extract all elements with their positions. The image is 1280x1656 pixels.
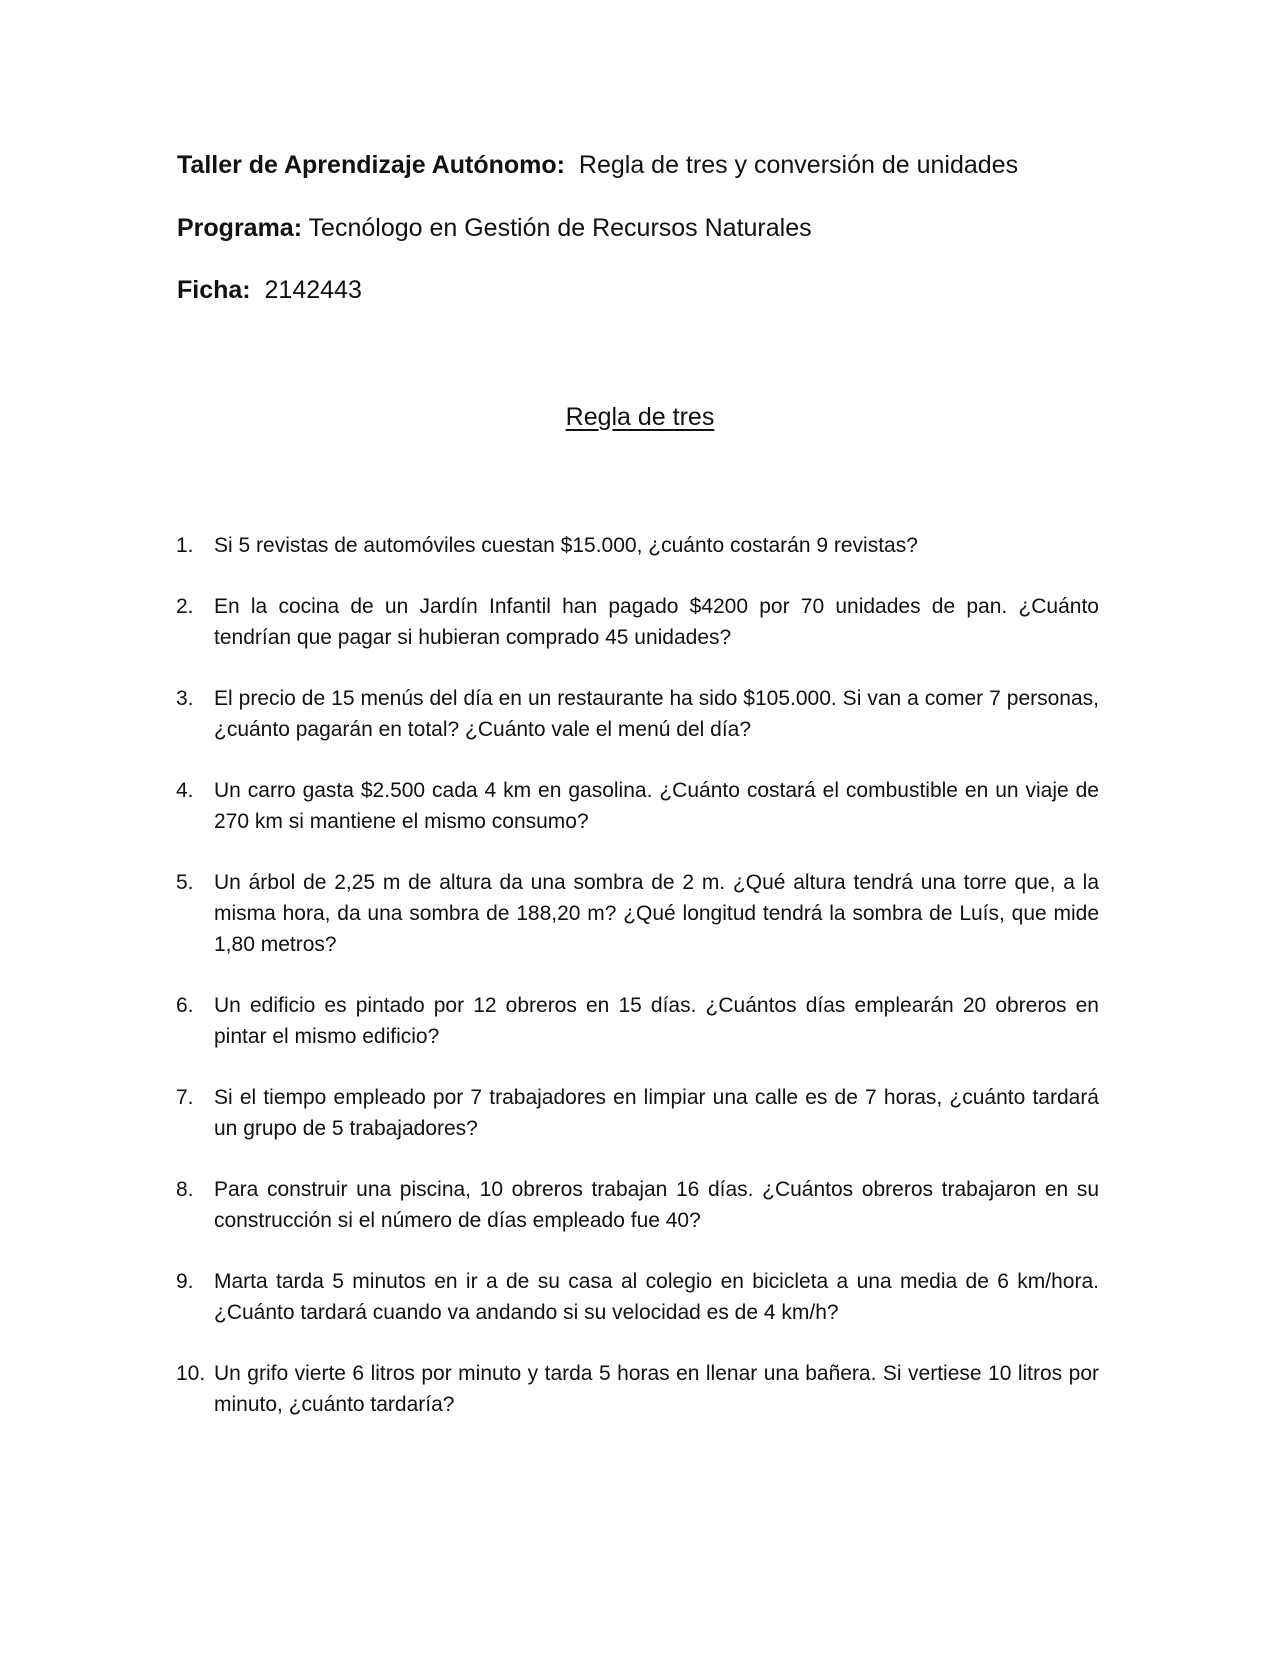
question-text: Para construir una piscina, 10 obreros trabajan 16 días. ¿Cuántos obreros trabajaron en su construcción si el número de días empleado fue 40? [214,1178,1099,1232]
program-value: Tecnólogo en Gestión de Recursos Naturales [308,214,812,242]
question-item [176,1174,1099,1236]
question-item [176,990,1099,1052]
question-item [176,1358,1099,1420]
question-number: 4. [176,779,194,802]
question-item [176,867,1099,960]
question-text: En la cocina de un Jardín Infantil han pagado $4200 por 70 unidades de pan. ¿Cuánto tendrían que pagar si hubieran comprado 45 unidades? [214,595,1099,649]
ficha-line [177,275,362,305]
question-text: Un grifo vierte 6 litros por minuto y tarda 5 horas en llenar una bañera. Si vertiese 10 litros por minuto, ¿cuánto tardaría? [214,1362,1099,1416]
question-number: 8. [176,1178,194,1201]
program-label: Programa: [177,214,303,242]
question-text: Si 5 revistas de automóviles cuestan $15.000, ¿cuánto costarán 9 revistas? [214,534,918,557]
section-title [0,402,1280,432]
section-title-text: Regla de tres [565,403,715,431]
question-number: 7. [176,1086,194,1109]
question-text: El precio de 15 menús del día en un restaurante ha sido $105.000. Si van a comer 7 personas, ¿cuánto pagarán en total? ¿Cuánto vale el menú del día? [214,687,1099,741]
question-item [176,775,1099,837]
question-number: 9. [176,1270,194,1293]
question-text: Un carro gasta $2.500 cada 4 km en gasolina. ¿Cuánto costará el combustible en un viaje de 270 km si mantiene el mismo consumo? [214,779,1099,833]
question-item [176,530,1099,561]
ficha-label: Ficha: [177,276,251,304]
workshop-title-label: Taller de Aprendizaje Autónomo: [177,151,565,179]
question-text: Marta tarda 5 minutos en ir a de su casa al colegio en bicicleta a una media de 6 km/hora. ¿Cuánto tardará cuando va andando si su velocidad es de 4 km/h? [214,1270,1099,1324]
workshop-title-line [177,150,1018,180]
question-number: 6. [176,994,194,1017]
question-text: Un edificio es pintado por 12 obreros en 15 días. ¿Cuántos días emplearán 20 obreros en pintar el mismo edificio? [214,994,1099,1048]
question-item [176,683,1099,745]
question-number: 3. [176,687,194,710]
question-number: 10. [176,1362,206,1385]
question-item [176,1082,1099,1144]
question-number: 1. [176,534,194,557]
question-item [176,591,1099,653]
ficha-value: 2142443 [264,276,362,304]
question-item [176,1266,1099,1328]
program-line [177,213,812,243]
question-text: Si el tiempo empleado por 7 trabajadores en limpiar una calle es de 7 horas, ¿cuánto tardará un grupo de 5 trabajadores? [214,1086,1099,1140]
workshop-title-value: Regla de tres y conversión de unidades [578,151,1019,179]
question-number: 2. [176,595,194,618]
question-list [176,530,1099,1420]
question-text: Un árbol de 2,25 m de altura da una sombra de 2 m. ¿Qué altura tendrá una torre que, a la misma hora, da una sombra de 188,20 m? ¿Qué longitud tendrá la sombra de Luís, que mide 1,80 metros? [214,871,1099,956]
question-number: 5. [176,871,194,894]
